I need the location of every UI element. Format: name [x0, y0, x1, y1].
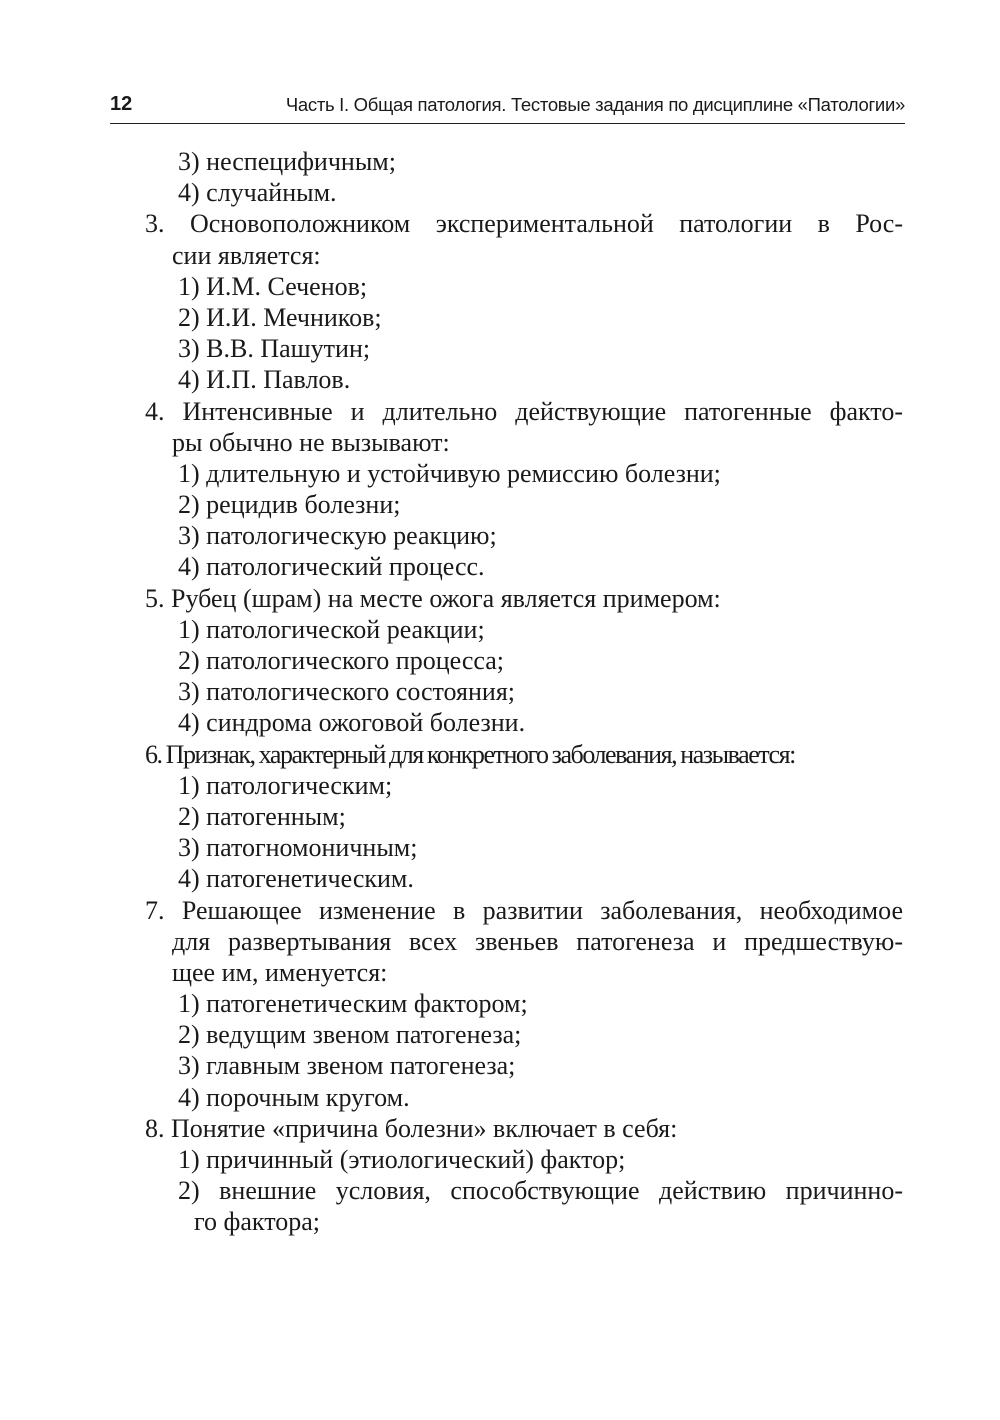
answer-option: 4) патогенетическим. [178, 864, 414, 894]
answer-option-continuation: го фактора; [194, 1207, 320, 1237]
answer-option: 2) патогенным; [178, 801, 346, 831]
answer-option: 2) патологического процесса; [178, 646, 504, 675]
running-header [110, 90, 905, 124]
question-text-continuation: ры обычно не вызывают: [172, 427, 450, 457]
answer-option: 1) длительную и устойчивую ремиссию болезни; [178, 458, 721, 488]
answer-option: 4) случайным. [178, 178, 337, 208]
answer-option: 3) патологическую реакцию; [178, 521, 497, 551]
answer-option: 3) В.В. Пашутин; [178, 334, 371, 364]
question-text: 7. Решающее изменение в развитии заболевания, необходимое [145, 895, 903, 925]
question-text: 8. Понятие «причина болезни» включает в себя: [145, 1113, 678, 1143]
answer-option: 2) внешние условия, способствующие действию причинно- [178, 1176, 903, 1206]
running-title: Часть I. Общая патология. Тестовые задания по дисциплине «Патологии» [285, 94, 905, 115]
answer-option: 3) главным звеном патогенеза; [178, 1051, 516, 1081]
answer-option: 1) патогенетическим фактором; [178, 989, 528, 1019]
answer-option: 2) И.И. Мечников; [178, 302, 382, 332]
answer-option: 3) неспецифичным; [178, 147, 396, 176]
answer-option: 3) патогномоничным; [178, 833, 418, 863]
answer-option: 3) патологического состояния; [178, 677, 516, 707]
question-text-continuation: сии является: [172, 240, 321, 270]
answer-option: 2) рецидив болезни; [178, 490, 401, 520]
question-text-continuation: щее им, именуется: [172, 957, 388, 987]
answer-option: 2) ведущим звеном патогенеза; [178, 1020, 522, 1050]
page-number: 12 [110, 93, 133, 115]
answer-option: 1) причинный (этиологический) фактор; [178, 1145, 626, 1174]
answer-option: 4) порочным кругом. [178, 1082, 410, 1112]
answer-option: 4) патологический процесс. [178, 552, 485, 582]
question-text-continuation: для развертывания всех звеньев патогенеза и предшествую- [172, 926, 903, 956]
answer-option: 1) патологической реакции; [178, 614, 485, 644]
question-text: 4. Интенсивные и длительно действующие патогенные факто- [145, 396, 903, 426]
answer-option: 4) синдрома ожоговой болезни. [178, 708, 526, 738]
question-text: 6. Признак, характерный для конкретного заболевания, называется: [145, 739, 795, 769]
answer-option: 4) И.П. Павлов. [178, 365, 351, 395]
question-text: 5. Рубец (шрам) на месте ожога является примером: [145, 583, 721, 613]
page-body [0, 146, 1000, 1238]
answer-option: 1) И.М. Сеченов; [178, 271, 368, 301]
question-text: 3. Основоположником экспериментальной патологии в Рос- [145, 209, 903, 239]
answer-option: 1) патологическим; [178, 770, 393, 800]
